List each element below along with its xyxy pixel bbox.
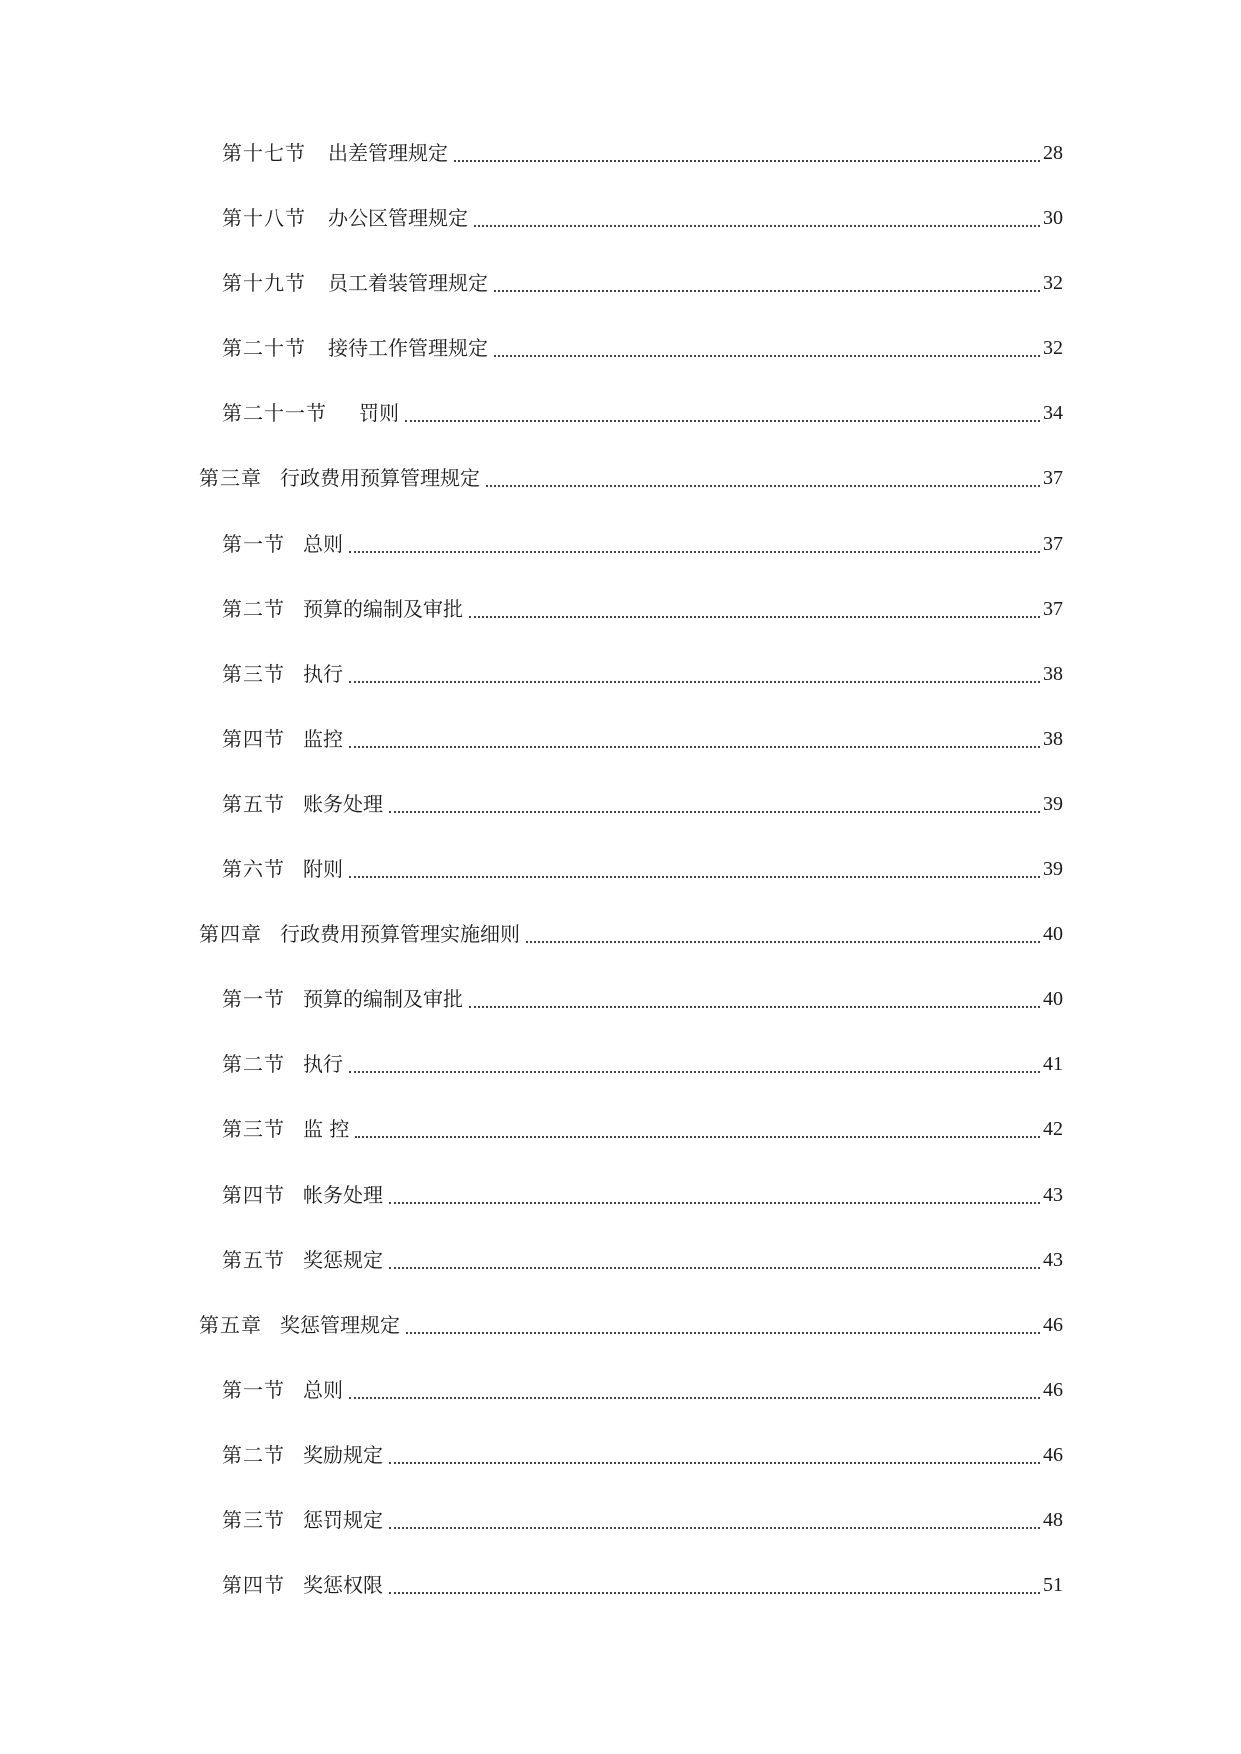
- entry-text: [222, 1572, 383, 1598]
- entry-page-number: 40: [1043, 923, 1063, 946]
- toc-entry[interactable]: [0, 1051, 1241, 1116]
- entry-title: 附则: [303, 857, 343, 882]
- entry-label: 第六节: [222, 857, 285, 882]
- entry-title: 执行: [303, 1052, 343, 1077]
- entry-label: 第三节: [222, 1507, 285, 1532]
- entry-text: [222, 1247, 383, 1273]
- entry-page-number: 46: [1043, 1378, 1063, 1401]
- toc-entry[interactable]: [0, 270, 1241, 335]
- entry-title: 账务处理: [303, 791, 383, 816]
- dot-leader: [349, 1377, 1040, 1399]
- entry-page-number: 40: [1043, 988, 1063, 1011]
- toc-entry[interactable]: [0, 335, 1241, 400]
- toc-entry[interactable]: [0, 726, 1241, 791]
- toc-entry[interactable]: [0, 531, 1241, 596]
- dot-leader: [389, 1572, 1040, 1594]
- entry-title: 奖惩管理规定: [280, 1312, 400, 1337]
- entry-text: [199, 921, 520, 947]
- dot-leader: [389, 1442, 1040, 1464]
- entry-label: 第三节: [222, 661, 285, 686]
- entry-text: [199, 1312, 400, 1338]
- entry-page-number: 48: [1043, 1508, 1063, 1531]
- entry-title: 总则: [303, 1377, 343, 1402]
- entry-page-number: 51: [1043, 1574, 1063, 1597]
- entry-page-number: 39: [1043, 792, 1063, 815]
- entry-title: 惩罚规定: [303, 1507, 383, 1532]
- entry-label: 第四章: [199, 922, 262, 947]
- entry-title: 帐务处理: [303, 1182, 383, 1207]
- entry-label: 第五章: [199, 1312, 262, 1337]
- entry-title: 监 控: [303, 1117, 350, 1142]
- entry-label: 第一节: [222, 987, 285, 1012]
- entry-text: [199, 465, 480, 491]
- entry-page-number: 43: [1043, 1248, 1063, 1271]
- entry-page-number: 46: [1043, 1443, 1063, 1466]
- toc-entry[interactable]: [0, 986, 1241, 1051]
- entry-text: [222, 661, 343, 687]
- entry-title: 办公区管理规定: [328, 206, 468, 231]
- entry-label: 第十七节: [222, 141, 306, 165]
- toc-entry[interactable]: [0, 1507, 1241, 1572]
- toc-entry[interactable]: [0, 791, 1241, 856]
- entry-label: 第二节: [222, 596, 285, 621]
- toc-entry[interactable]: [0, 1572, 1241, 1637]
- dot-leader: [349, 856, 1040, 878]
- entry-label: 第十八节: [222, 206, 306, 231]
- entry-title: 行政费用预算管理规定: [280, 466, 480, 491]
- dot-leader: [389, 1182, 1040, 1204]
- entry-page-number: 30: [1043, 207, 1063, 230]
- dot-leader: [349, 726, 1040, 748]
- entry-page-number: 38: [1043, 727, 1063, 750]
- toc-entry[interactable]: [0, 465, 1241, 530]
- toc-entry[interactable]: [0, 1377, 1241, 1442]
- entry-text: [222, 1442, 383, 1468]
- entry-text: [222, 531, 343, 557]
- dot-leader: [355, 1116, 1040, 1138]
- toc-entry[interactable]: [0, 1116, 1241, 1181]
- entry-page-number: 46: [1043, 1313, 1063, 1336]
- entry-label: 第四节: [222, 1182, 285, 1207]
- entry-text: [222, 1116, 349, 1142]
- entry-page-number: 37: [1043, 467, 1063, 490]
- entry-title: 奖惩规定: [303, 1247, 383, 1272]
- entry-title: 员工着装管理规定: [328, 271, 488, 296]
- entry-title: 执行: [303, 661, 343, 686]
- entry-title: 总则: [303, 531, 343, 556]
- entry-text: [222, 596, 463, 622]
- entry-text: [222, 335, 488, 361]
- toc-entry[interactable]: [0, 1182, 1241, 1247]
- entry-text: [222, 1182, 383, 1208]
- toc-entry[interactable]: [0, 140, 1241, 205]
- entry-label: 第二节: [222, 1052, 285, 1077]
- entry-text: [222, 856, 343, 882]
- dot-leader: [469, 986, 1040, 1008]
- entry-label: 第一节: [222, 1377, 285, 1402]
- dot-leader: [349, 661, 1040, 683]
- dot-leader: [405, 400, 1040, 422]
- entry-title: 出差管理规定: [328, 141, 448, 165]
- toc-entry[interactable]: [0, 856, 1241, 921]
- entry-label: 第三章: [199, 466, 262, 491]
- dot-leader: [389, 1507, 1040, 1529]
- entry-label: 第二十节: [222, 336, 306, 361]
- entry-text: [222, 986, 463, 1012]
- dot-leader: [469, 596, 1040, 618]
- dot-leader: [494, 335, 1040, 357]
- toc-entry[interactable]: [0, 1442, 1241, 1507]
- entry-page-number: 37: [1043, 597, 1063, 620]
- toc-entry[interactable]: [0, 661, 1241, 726]
- entry-page-number: 42: [1043, 1118, 1063, 1141]
- entry-title: 行政费用预算管理实施细则: [280, 922, 520, 947]
- entry-title: 奖励规定: [303, 1442, 383, 1467]
- entry-label: 第十九节: [222, 271, 306, 296]
- entry-text: [222, 1051, 343, 1077]
- entry-page-number: 43: [1043, 1183, 1063, 1206]
- toc-entry[interactable]: [0, 1247, 1241, 1312]
- entry-title: 预算的编制及审批: [303, 987, 463, 1012]
- entry-label: 第五节: [222, 1247, 285, 1272]
- entry-label: 第三节: [222, 1117, 285, 1142]
- entry-label: 第五节: [222, 791, 285, 816]
- entry-text: [222, 1507, 383, 1533]
- entry-text: [222, 205, 468, 231]
- entry-page-number: 34: [1043, 402, 1063, 425]
- entry-page-number: 32: [1043, 272, 1063, 295]
- dot-leader: [526, 921, 1040, 943]
- dot-leader: [349, 531, 1040, 553]
- toc-entry[interactable]: [0, 596, 1241, 661]
- table-of-contents: [0, 140, 1241, 1637]
- entry-page-number: 37: [1043, 532, 1063, 555]
- entry-text: [222, 270, 488, 296]
- dot-leader: [389, 1247, 1040, 1269]
- entry-title: 奖惩权限: [303, 1573, 383, 1598]
- entry-title: 罚则: [359, 401, 399, 426]
- dot-leader: [349, 1051, 1040, 1073]
- entry-label: 第四节: [222, 726, 285, 751]
- entry-label: 第一节: [222, 531, 285, 556]
- entry-page-number: 39: [1043, 858, 1063, 881]
- toc-entry[interactable]: [0, 1312, 1241, 1377]
- dot-leader: [494, 270, 1040, 292]
- entry-page-number: 28: [1043, 142, 1063, 164]
- dot-leader: [389, 791, 1040, 813]
- entry-label: 第二节: [222, 1442, 285, 1467]
- entry-text: [222, 791, 383, 817]
- entry-label: 第四节: [222, 1573, 285, 1598]
- entry-title: 监控: [303, 726, 343, 751]
- entry-text: [222, 1377, 343, 1403]
- entry-text: [222, 140, 448, 166]
- dot-leader: [454, 140, 1040, 162]
- entry-label: 第二十一节: [222, 401, 327, 426]
- toc-entry[interactable]: [0, 921, 1241, 986]
- entry-page-number: 38: [1043, 662, 1063, 685]
- entry-page-number: 32: [1043, 337, 1063, 360]
- dot-leader: [406, 1312, 1040, 1334]
- entry-title: 预算的编制及审批: [303, 596, 463, 621]
- dot-leader: [474, 205, 1040, 227]
- dot-leader: [486, 465, 1040, 487]
- toc-entry[interactable]: [0, 205, 1241, 270]
- entry-page-number: 41: [1043, 1053, 1063, 1076]
- entry-title: 接待工作管理规定: [328, 336, 488, 361]
- toc-entry[interactable]: [0, 400, 1241, 465]
- entry-text: [222, 400, 399, 426]
- entry-text: [222, 726, 343, 752]
